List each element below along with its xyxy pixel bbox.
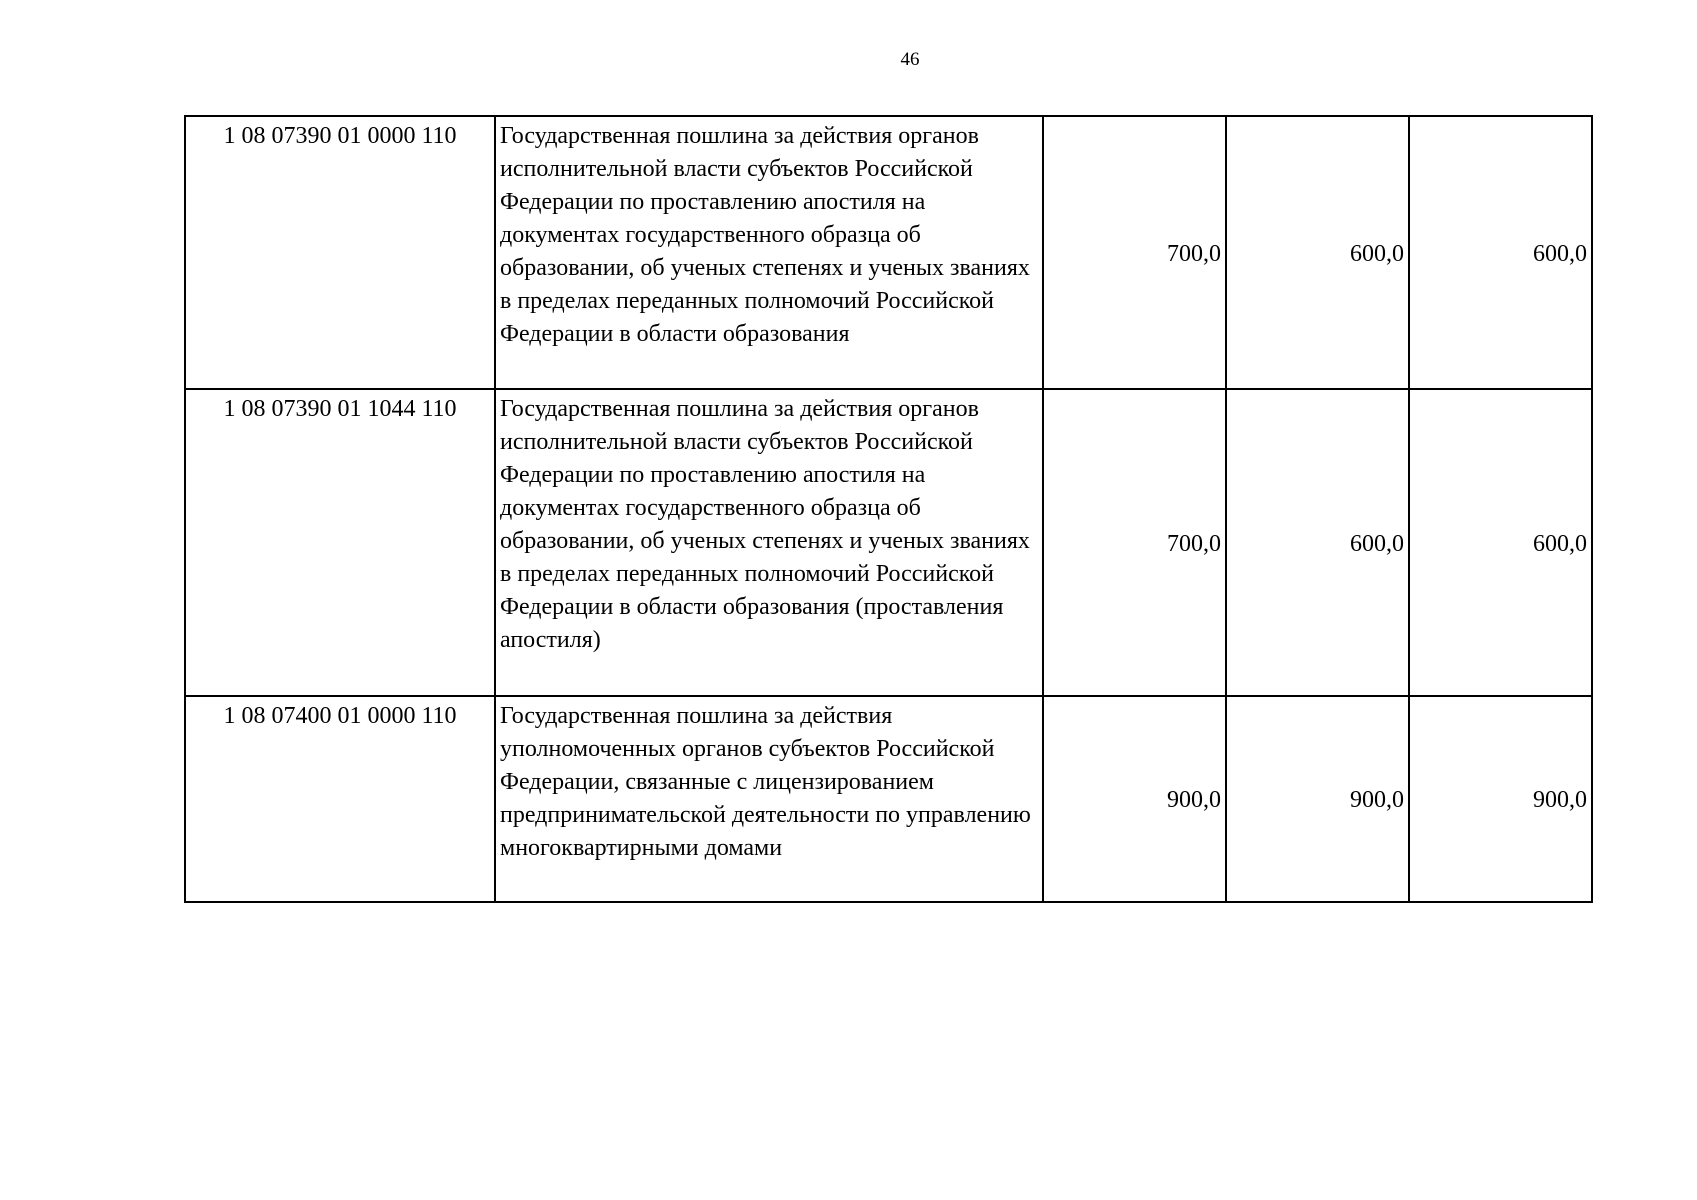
value-cell: 700,0 [1043, 116, 1226, 389]
table-row [185, 696, 1592, 902]
table-row [185, 116, 1592, 389]
value-cell: 900,0 [1226, 696, 1409, 902]
table-row [185, 389, 1592, 696]
value-cell: 600,0 [1409, 116, 1592, 389]
revenue-table [184, 115, 1593, 903]
value-cell: 600,0 [1226, 389, 1409, 696]
budget-code-cell: 1 08 07400 01 0000 110 [185, 696, 495, 902]
value-cell: 600,0 [1409, 389, 1592, 696]
value-cell: 700,0 [1043, 389, 1226, 696]
description-cell: Государственная пошлина за действия органов исполнительной власти субъектов Российской Федерации по проставлению апостиля на документах государственного образца об образовании, об ученых степенях и ученых званиях в пределах переданных полномочий Российской Федерации в области образования [495, 116, 1043, 389]
value-cell: 900,0 [1043, 696, 1226, 902]
budget-code-cell: 1 08 07390 01 0000 110 [185, 116, 495, 389]
page-number: 46 [900, 49, 920, 70]
description-cell: Государственная пошлина за действия органов исполнительной власти субъектов Российской Федерации по проставлению апостиля на документах государственного образца об образовании, об ученых степенях и ученых званиях в пределах переданных полномочий Российской Федерации в области образования (проставления апостиля) [495, 389, 1043, 696]
budget-code-cell: 1 08 07390 01 1044 110 [185, 389, 495, 696]
value-cell: 600,0 [1226, 116, 1409, 389]
value-cell: 900,0 [1409, 696, 1592, 902]
description-cell: Государственная пошлина за действия уполномоченных органов субъектов Российской Федерации, связанные с лицензированием предпринимательской деятельности по управлению многоквартирными домами [495, 696, 1043, 902]
